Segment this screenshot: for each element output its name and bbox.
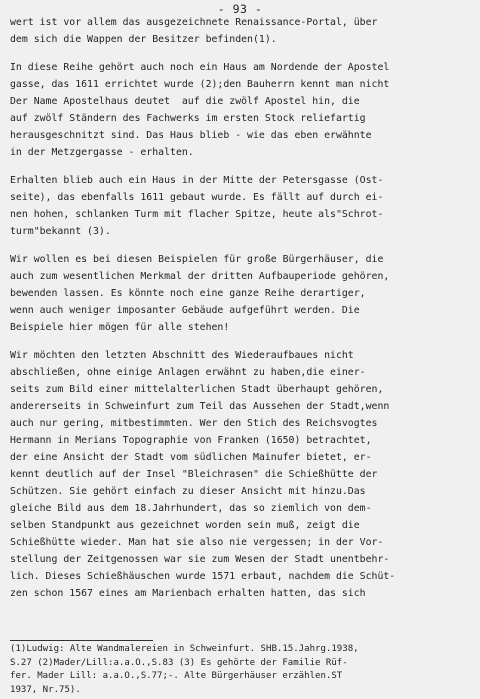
text-line: Der Name Apostelhaus deutet auf die zwölf Apostel hin, die — [10, 96, 360, 107]
text-line: Wir wollen es bei diesen Beispielen für große Bürgerhäuser, die — [10, 254, 384, 265]
text-line: kennt deutlich auf der Insel "Bleichrasen" die Schießhütte der — [10, 469, 378, 480]
text-line: wert ist vor allem das ausgezeichnete Renaissance-Portal, über — [10, 17, 378, 28]
text-line: turm"bekannt (3). — [10, 226, 111, 237]
footnote-divider — [10, 640, 153, 641]
text-line: herausgeschnitzt sind. Das Haus blieb - wie das eben erwähnte — [10, 130, 372, 141]
text-line: Schützen. Sie gehört einfach zu dieser Ansicht mit hinzu.Das — [10, 486, 366, 497]
text-line: lich. Dieses Schießhäuschen wurde 1571 erbaut, nachdem die Schüt- — [10, 571, 396, 582]
text-line: Schießhütte wieder. Man hat sie also nie vergessen; in der Vor- — [10, 537, 384, 548]
text-line: bewenden lassen. Es könnte noch eine ganze Reihe derartiger, — [10, 288, 366, 299]
text-line: in der Metzgergasse - erhalten. — [10, 147, 194, 158]
text-line: Erhalten blieb auch ein Haus in der Mitte der Petersgasse (Ost- — [10, 175, 384, 186]
text-line: Hermann in Merians Topographie von Franken (1650) betrachtet, — [10, 435, 372, 446]
text-line: In diese Reihe gehört auch noch ein Haus am Nordende der Apostel — [10, 62, 390, 73]
text-line: seits zum Bild einer mittelalterlichen Stadt überhaupt gehören, — [10, 384, 384, 395]
paragraph-2 — [10, 59, 478, 161]
text-line: stellung der Zeitgenossen war sie zum Wesen der Stadt unentbehr- — [10, 554, 390, 565]
text-line: seite), das ebenfalls 1611 gebaut wurde. Es fällt auf durch ei- — [10, 192, 384, 203]
footnote-line: 1937, Nr.75). — [10, 684, 81, 695]
paragraph-3 — [10, 172, 478, 240]
paragraph-5 — [10, 347, 478, 602]
paragraph-4 — [10, 251, 478, 336]
text-line: gleiche Bild aus dem 18.Jahrhundert, das so ziemlich von dem- — [10, 503, 372, 514]
text-line: auch nur gering, mitbestimmten. Wer den Stich des Reichsvogtes — [10, 418, 378, 429]
text-line: auch zum wesentlichen Merkmal der dritten Aufbauperiode gehören, — [10, 271, 390, 282]
text-line: der eine Ansicht der Stadt vom südlichen Mainufer bietet, er- — [10, 452, 372, 463]
text-line: Wir möchten den letzten Abschnitt des Wiederaufbaues nicht — [10, 350, 354, 361]
paragraph-1 — [10, 14, 478, 48]
footnote-line: S.27 (2)Mader/Lill:a.a.O.,S.83 (3) Es gehörte der Familie Rüf- — [10, 657, 348, 668]
text-line: zen schon 1567 eines am Marienbach erhalten hatten, das sich — [10, 588, 366, 599]
text-line: andererseits in Schweinfurt zum Teil das Aussehen der Stadt,wenn — [10, 401, 390, 412]
footnotes — [10, 643, 478, 697]
text-line: gasse, das 1611 errichtet wurde (2);den Bauherrn kennt man nicht — [10, 79, 390, 90]
footnote-line: fer. Mader Lill: a.a.O.,S.77;-. Alte Bürgerhäuser erzählen.ST — [10, 671, 343, 681]
text-line: auf zwölf Ständern des Fachwerks im ersten Stock reliefartig — [10, 113, 366, 124]
text-line: selben Standpunkt aus gezeichnet worden sein muß, zeigt die — [10, 520, 360, 531]
page-number: - 93 - — [217, 2, 263, 16]
text-line: nen hohen, schlanken Turm mit flacher Spitze, heute als"Schrot- — [10, 209, 384, 220]
text-line: abschließen, ohne einige Anlagen erwähnt zu haben,die einer- — [10, 367, 366, 378]
text-line: wenn auch weniger imposanter Gebäude aufgeführt werden. Die — [10, 305, 360, 316]
body-text — [10, 14, 478, 602]
text-line: Beispiele hier mögen für alle stehen! — [10, 322, 230, 333]
text-line: dem sich die Wappen der Besitzer befinden(1). — [10, 34, 277, 45]
footnote-line: (1)Ludwig: Alte Wandmalereien in Schweinfurt. SHB.15.Jahrg.1938, — [10, 644, 359, 654]
